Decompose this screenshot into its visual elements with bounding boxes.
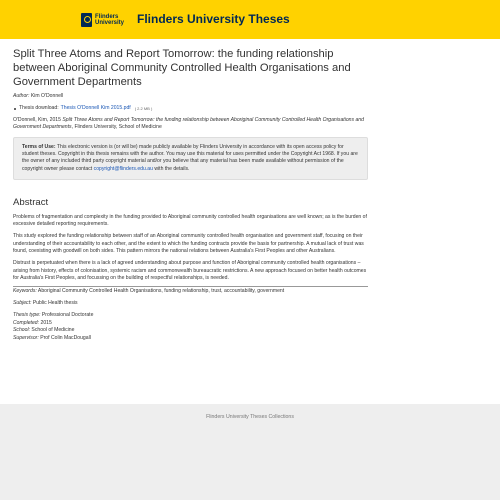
abstract-paragraph: Problems of fragmentation and complexity in the funding provided to Aboriginal community controlled health organisations are well known; as is the burden of excessive detailed reporting requirements.: [13, 213, 367, 228]
author-line: [13, 93, 368, 100]
main-content: [13, 47, 368, 343]
thesis-details: [13, 312, 368, 343]
terms-text: This electronic version is (or will be) made publicly available by Flinders University in accordance with its open access policy for student theses. Copyright in this thesis remains with the author. You may use this material for uses permitted under the Copyright Act 1968. If you are the owner of any included third party copyright material and/or you believe that any material has been made available without permission of the copyright owner please contact: [22, 144, 358, 172]
thesis-title: Split Three Atoms and Report Tomorrow: the funding relationship between Aboriginal Community Controlled Health Organisations and Government Departments: [13, 48, 351, 88]
completed-label: Completed:: [13, 319, 40, 326]
abstract-paragraph: Distrust is perpetuated when there is a lack of agreed understanding about purpose and function of Aboriginal community controlled health organisations – arising from history, effects of colonisation, systemic racism and commonwealth bureaucratic restrictions. A new approach focused on better health outcomes for Australia's First Peoples, and focussing on the building of respectful relationships, is needed.: [13, 260, 367, 281]
citation-suffix: , Flinders University, School of Medicine: [71, 124, 162, 130]
copyright-email-link[interactable]: copyright@flinders.edu.au: [93, 165, 153, 172]
school-label: School:: [13, 327, 30, 334]
school-value: School of Medicine: [31, 327, 75, 334]
flinders-logo[interactable]: [81, 12, 124, 28]
type-value: Professional Doctorate: [41, 311, 94, 318]
site-title[interactable]: Flinders University Theses: [137, 12, 290, 26]
keywords-value: Aboriginal Community Controlled Health Organisations, funding relationship, trust, accountability, government: [37, 288, 285, 295]
logo-line2: University: [95, 20, 125, 26]
citation: [13, 117, 368, 131]
abstract-heading: Abstract: [13, 196, 49, 208]
shield-icon: [81, 13, 92, 27]
supervisor-label: Supervisor:: [13, 335, 39, 342]
author-label: Author:: [13, 93, 30, 99]
terms-of-use-box: [13, 137, 368, 180]
author-name: Kim O'Donnell: [30, 93, 64, 99]
completed-value: 2015: [40, 319, 52, 326]
file-size: ( 2.2 MB ): [134, 106, 153, 111]
subject-value: Public Health thesis: [32, 299, 78, 306]
subject-line: [13, 300, 368, 308]
school-line: [13, 327, 368, 335]
completed-line: [13, 320, 368, 328]
type-label: Thesis type:: [13, 311, 41, 318]
bullet-icon: [14, 108, 16, 110]
keywords-label: Keywords:: [13, 288, 37, 295]
download-label: Thesis download:: [19, 105, 59, 111]
supervisor-value: Prof Colin MacDougall: [40, 335, 91, 342]
citation-prefix: O'Donnell, Kim, 2015: [13, 117, 61, 123]
type-line: [13, 312, 368, 320]
abstract-paragraph: This study explored the funding relationship between staff of an Aboriginal community controlled health organisation and government staff, focusing on their understanding of their accountability to each other, and the extent to which the funding contracts provide the basis for partnership. A mutual lack of trust was found, coexisting with goodwill on both sides. This pattern mirrors the national relations between Australia's First Peoples and other Australians.: [13, 233, 364, 254]
download-link[interactable]: Thesis O'Donnell Kim 2015.pdf: [60, 105, 131, 111]
download-item: [13, 105, 368, 112]
terms-label: Terms of Use:: [22, 144, 56, 150]
site-header: [0, 0, 500, 39]
supervisor-line: [13, 335, 368, 343]
terms-text-end: with the details.: [154, 165, 190, 172]
citation-title: Split Three Atoms and Report Tomorrow: the funding relationship between Aboriginal Community Controlled Health Organisations and Government Departments: [13, 117, 364, 130]
keywords-line: [13, 288, 368, 296]
footer-collections-link[interactable]: Flinders University Theses Collections: [206, 414, 294, 420]
subject-label: Subject:: [13, 299, 32, 306]
divider: [13, 286, 368, 287]
logo-line1: Flinders: [95, 14, 119, 20]
site-footer: [0, 404, 500, 500]
